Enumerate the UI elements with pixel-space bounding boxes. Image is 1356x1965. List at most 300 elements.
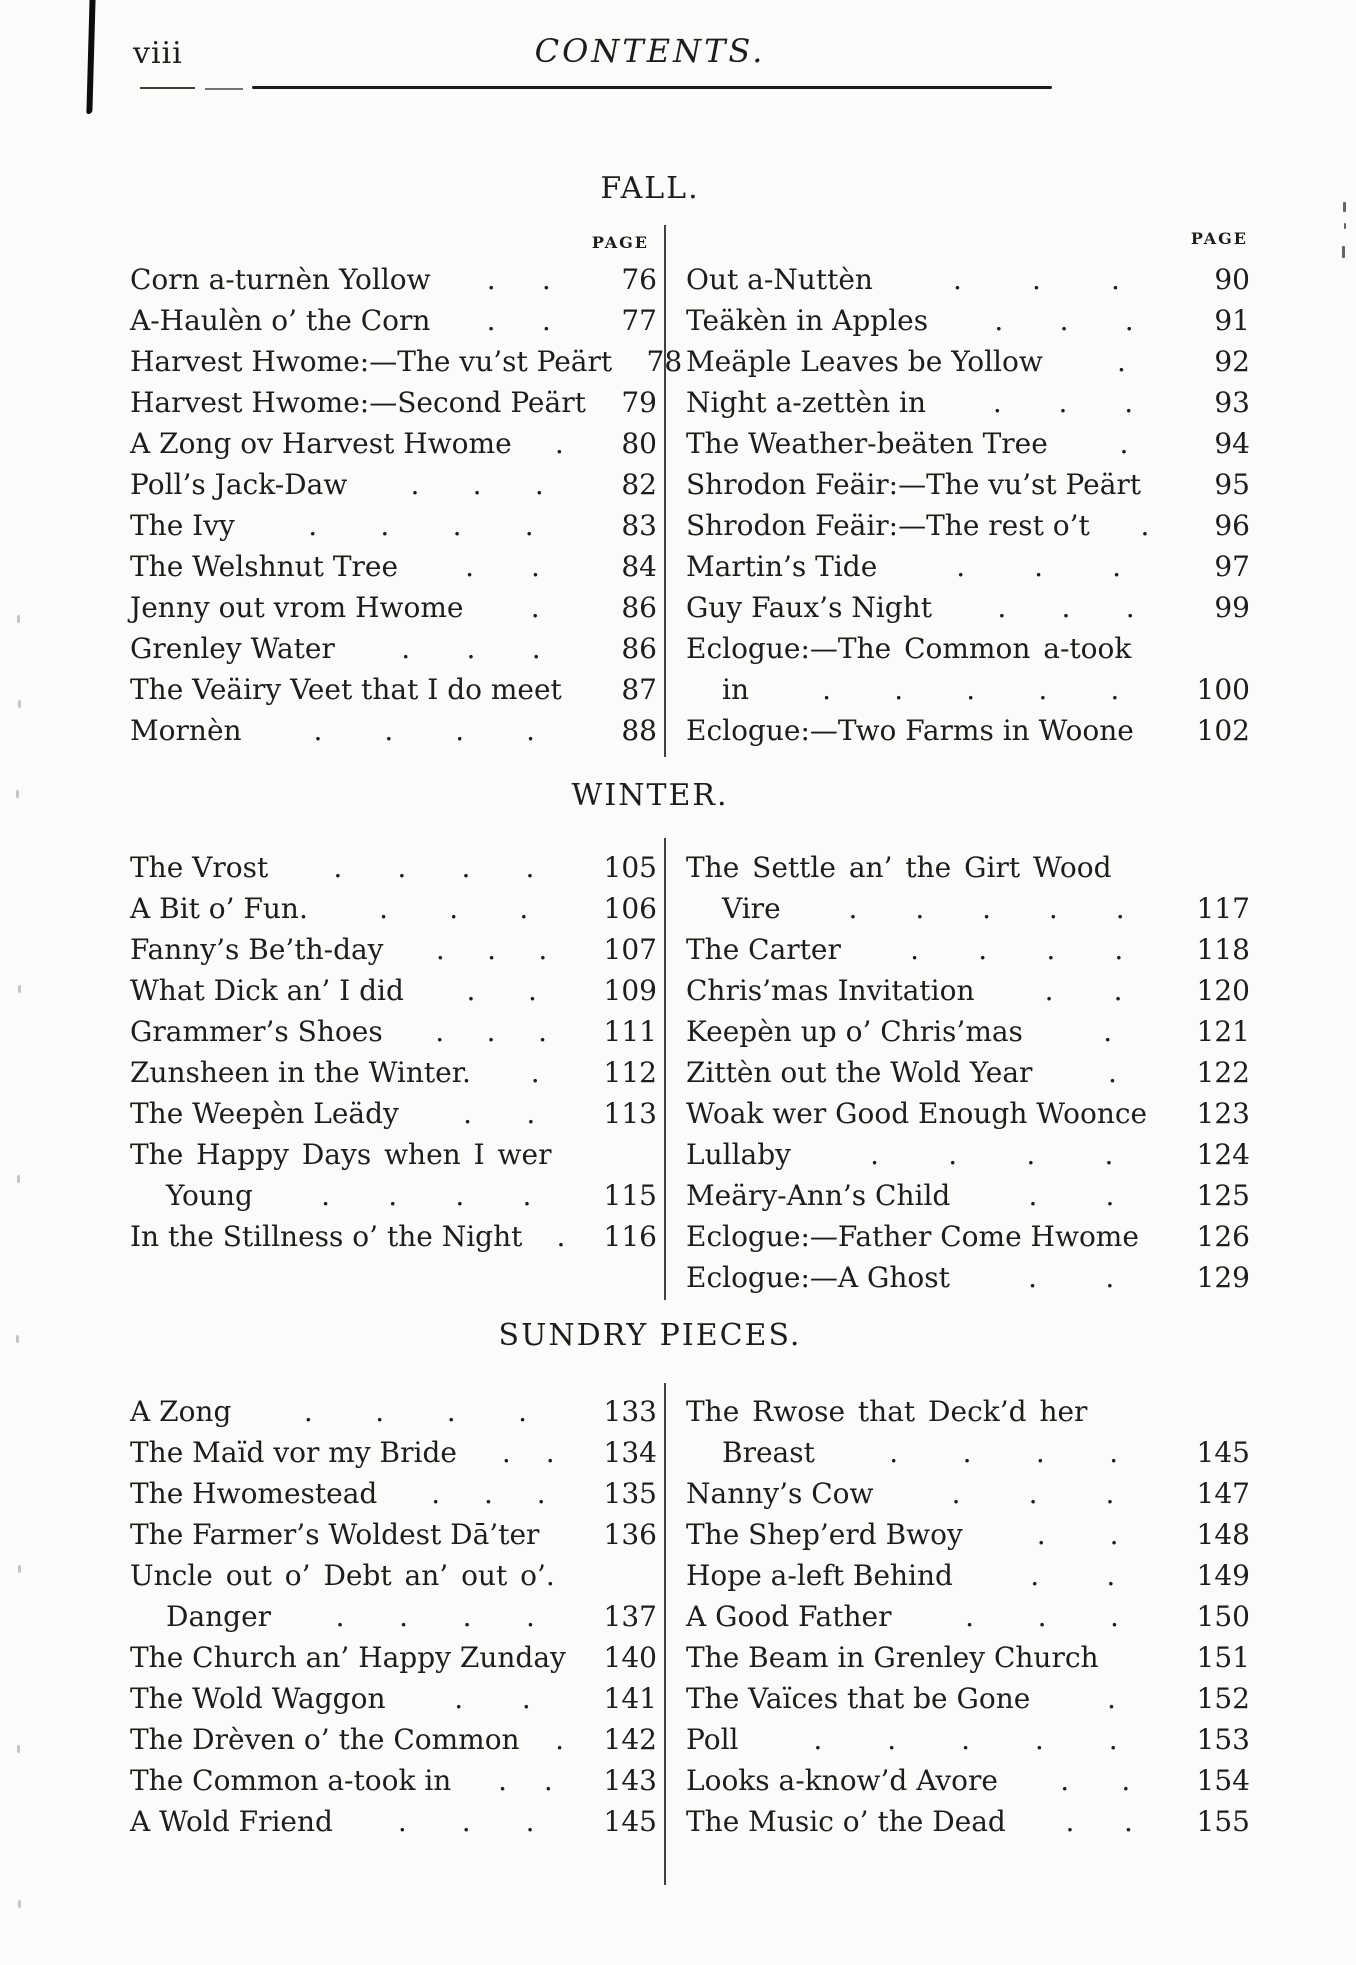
leader-dot: . xyxy=(463,1097,473,1130)
entry-title: In the Stillness o’ the Night xyxy=(130,1220,523,1253)
entry-page-number: 125 xyxy=(1196,1179,1250,1212)
dot-leader xyxy=(408,546,597,587)
leader-dot: . xyxy=(1048,892,1058,925)
dot-leader xyxy=(791,888,1183,929)
toc-entry xyxy=(686,1011,1250,1052)
entry-page-number: 129 xyxy=(1196,1261,1250,1294)
leader-dot: . xyxy=(1110,1600,1119,1633)
leader-dot: . xyxy=(483,1477,493,1510)
leader-dot: . xyxy=(526,714,535,747)
header-rule xyxy=(205,88,243,90)
entry-title: Harvest Hwome:—Second Peärt xyxy=(130,386,586,419)
entry-title: Lullaby xyxy=(686,1138,791,1171)
toc-entry xyxy=(686,929,1250,970)
entry-page-number: 106 xyxy=(603,892,657,925)
entry-page-number: 86 xyxy=(621,591,657,624)
entry-page-number: 100 xyxy=(1196,673,1250,706)
dot-leader xyxy=(1033,1011,1183,1052)
entry-page-number: 76 xyxy=(621,263,657,296)
entry-title-continued: Danger xyxy=(166,1600,272,1633)
dot-leader xyxy=(887,546,1190,587)
leader-dot: . xyxy=(1108,1723,1118,1756)
binding-mark xyxy=(86,0,95,114)
toc-entry xyxy=(130,341,683,382)
entry-page-number: 77 xyxy=(621,304,657,337)
dot-leader xyxy=(960,1175,1182,1216)
entry-page-number: 94 xyxy=(1214,427,1250,460)
entry-page-number: 145 xyxy=(603,1805,657,1838)
section-heading-sundry-pieces: SUNDRY PIECES. xyxy=(498,1318,802,1353)
toc-entry xyxy=(130,1011,657,1052)
entry-page-number: 82 xyxy=(621,468,657,501)
dot-leader xyxy=(748,1719,1182,1760)
leader-dot: . xyxy=(978,933,988,966)
entry-title-continued: in xyxy=(722,673,749,706)
dot-leader xyxy=(960,1257,1183,1298)
dot-leader xyxy=(942,587,1190,628)
dot-leader xyxy=(345,628,597,669)
leader-dot: . xyxy=(431,1477,441,1510)
entry-title: Grenley Water xyxy=(130,632,335,665)
leader-dot: . xyxy=(1114,933,1124,966)
entry-page-number: 149 xyxy=(1196,1559,1250,1592)
toc-entry xyxy=(686,1801,1250,1842)
leader-dot: . xyxy=(1105,1261,1115,1294)
entry-title: Looks a-know’d Avore xyxy=(686,1764,998,1797)
entry-page-number: 123 xyxy=(1196,1097,1250,1130)
leader-dot: . xyxy=(452,509,462,542)
toc-entry xyxy=(130,1175,657,1216)
leader-dot: . xyxy=(545,1436,555,1469)
leader-dot: . xyxy=(1121,1764,1131,1797)
leader-dot: . xyxy=(1059,304,1069,337)
header-rule xyxy=(252,86,1052,89)
entry-title: Uncle out o’ Debt an’ out o’. xyxy=(130,1559,555,1592)
leader-dot: . xyxy=(1028,1261,1038,1294)
leader-dot: . xyxy=(465,550,474,583)
toc-entry xyxy=(130,587,657,628)
entry-page-number: 145 xyxy=(1196,1436,1250,1469)
dot-leader xyxy=(474,587,598,628)
leader-dot: . xyxy=(531,632,541,665)
entry-page-number: 137 xyxy=(603,1600,657,1633)
dot-leader xyxy=(343,1801,590,1842)
toc-entry xyxy=(130,1555,657,1596)
toc-column-right xyxy=(686,229,1250,751)
toc-entry xyxy=(130,710,657,751)
entry-page-number: 134 xyxy=(603,1436,657,1469)
entry-title: Eclogue:—A Ghost xyxy=(686,1261,950,1294)
dot-leader xyxy=(825,1432,1183,1473)
entry-page-number: 150 xyxy=(1196,1600,1250,1633)
leader-dot: . xyxy=(530,591,540,624)
leader-dot: . xyxy=(538,933,548,966)
leader-dot: . xyxy=(543,1764,553,1797)
leader-dot: . xyxy=(455,1179,465,1212)
toc-entry xyxy=(130,1760,657,1801)
entry-page-number: 93 xyxy=(1214,386,1250,419)
dot-leader xyxy=(801,1134,1183,1175)
leader-dot: . xyxy=(1032,263,1041,296)
dot-leader xyxy=(759,669,1183,710)
toc-entry xyxy=(686,259,1250,300)
leader-dot: . xyxy=(1116,345,1126,378)
leader-dot: . xyxy=(1038,673,1048,706)
entry-title: The Weepèn Leädy xyxy=(130,1097,399,1130)
leader-dot: . xyxy=(1046,933,1056,966)
toc-entry xyxy=(130,1052,657,1093)
leader-dot: . xyxy=(308,509,318,542)
leader-dot: . xyxy=(951,1477,961,1510)
leader-dot: . xyxy=(461,851,471,884)
entry-title: The Settle an’ the Girt Wood xyxy=(686,851,1112,884)
page-title: CONTENTS. xyxy=(534,32,766,70)
entry-title: The Shep’erd Bwoy xyxy=(686,1518,963,1551)
entry-title: The Drèven o’ the Common xyxy=(130,1723,520,1756)
leader-dot: . xyxy=(333,851,343,884)
entry-page-number: 121 xyxy=(1196,1015,1250,1048)
toc-entry xyxy=(686,505,1250,546)
leader-dot: . xyxy=(486,304,496,337)
dot-leader xyxy=(467,1432,590,1473)
toc-entry xyxy=(130,628,657,669)
toc-entry xyxy=(686,546,1250,587)
leader-dot: . xyxy=(466,632,476,665)
entry-title: Zittèn out the Wold Year xyxy=(686,1056,1033,1089)
entry-page-number: 113 xyxy=(603,1097,657,1130)
leader-dot: . xyxy=(1028,1179,1038,1212)
entry-page-number: 78 xyxy=(646,345,683,378)
entry-title: Harvest Hwome:—The vu’st Peärt xyxy=(130,345,613,378)
leader-dot: . xyxy=(1113,974,1123,1007)
entry-page-number: 126 xyxy=(1196,1220,1250,1253)
entry-title: A-Haulèn o’ the Corn xyxy=(130,304,431,337)
entry-title: The Beam in Grenley Church xyxy=(686,1641,1099,1674)
leader-dot: . xyxy=(446,1395,456,1428)
entry-title: Fanny’s Be’th-day xyxy=(130,933,384,966)
toc-entry xyxy=(686,669,1250,710)
toc-entry xyxy=(686,1093,1250,1134)
entry-title: Keepèn up o’ Chris’mas xyxy=(686,1015,1023,1048)
leader-dot: . xyxy=(519,892,529,925)
dot-leader xyxy=(461,1760,589,1801)
toc-entry xyxy=(686,1216,1250,1257)
entry-page-number: 133 xyxy=(603,1395,657,1428)
scan-speck xyxy=(18,1900,21,1908)
entry-title: A Bit o’ Fun. xyxy=(130,892,308,925)
entry-page-number: 79 xyxy=(621,386,657,419)
leader-dot: . xyxy=(530,1056,540,1089)
scan-speck xyxy=(16,1335,19,1343)
header-rule xyxy=(140,87,195,89)
toc-entry xyxy=(686,1432,1250,1473)
scan-speck xyxy=(1342,246,1345,258)
leader-dot: . xyxy=(1106,1559,1116,1592)
leader-dot: . xyxy=(1125,591,1135,624)
dot-leader xyxy=(938,300,1190,341)
entry-page-number: 84 xyxy=(621,550,657,583)
toc-entry xyxy=(130,300,657,341)
leader-dot: . xyxy=(379,892,388,925)
entry-page-number: 124 xyxy=(1196,1138,1250,1171)
toc-column-right xyxy=(686,847,1250,1298)
leader-dot: . xyxy=(380,509,390,542)
dot-leader xyxy=(441,259,597,300)
dot-leader xyxy=(278,847,589,888)
toc-entry xyxy=(130,888,657,929)
scan-speck xyxy=(16,790,19,798)
entry-title: Zunsheen in the Winter. xyxy=(130,1056,471,1089)
toc-entry xyxy=(686,1514,1250,1555)
dot-leader xyxy=(522,423,597,464)
entry-title: Martin’s Tide xyxy=(686,550,878,583)
leader-dot: . xyxy=(1026,1138,1036,1171)
leader-dot: . xyxy=(313,714,323,747)
dot-leader xyxy=(883,259,1190,300)
leader-dot: . xyxy=(962,1436,972,1469)
leader-dot: . xyxy=(486,263,496,296)
toc-entry xyxy=(686,888,1250,929)
dot-leader xyxy=(393,1011,590,1052)
leader-dot: . xyxy=(1061,591,1071,624)
toc-entry xyxy=(130,1216,657,1257)
entry-title: Woak wer Good Enough Woonce xyxy=(686,1097,1148,1130)
leader-dot: . xyxy=(1109,1436,1119,1469)
entry-title: Teäkèn in Apples xyxy=(686,304,929,337)
leader-dot: . xyxy=(953,263,962,296)
toc-entry xyxy=(686,1134,1250,1175)
toc-entry xyxy=(130,1134,657,1175)
entry-page-number: 86 xyxy=(621,632,657,665)
dot-leader xyxy=(851,929,1183,970)
leader-dot: . xyxy=(1058,386,1068,419)
toc-column-left xyxy=(130,1391,657,1842)
toc-entry xyxy=(686,1391,1250,1432)
toc-entry xyxy=(130,1801,657,1842)
entry-title: A Wold Friend xyxy=(130,1805,333,1838)
entry-title: Chris’mas Invitation xyxy=(686,974,975,1007)
scan-speck xyxy=(18,700,21,708)
entry-title: Eclogue:—Father Come Hwome xyxy=(686,1220,1139,1253)
toc-entry xyxy=(130,1432,657,1473)
column-divider xyxy=(664,838,666,1300)
dot-leader xyxy=(245,505,597,546)
dot-leader xyxy=(481,1052,590,1093)
dot-leader xyxy=(530,1719,590,1760)
dot-leader xyxy=(281,1596,589,1637)
entry-page-number: 140 xyxy=(603,1641,657,1674)
entry-title: Nanny’s Cow xyxy=(686,1477,874,1510)
leader-dot: . xyxy=(410,468,420,501)
leader-dot: . xyxy=(435,1015,445,1048)
toc-entry xyxy=(686,382,1250,423)
leader-dot: . xyxy=(822,673,832,706)
dot-leader xyxy=(963,1555,1183,1596)
leader-dot: . xyxy=(454,1682,464,1715)
dot-leader xyxy=(357,464,597,505)
toc-entry xyxy=(130,669,657,710)
leader-dot: . xyxy=(813,1723,823,1756)
entry-page-number: 88 xyxy=(621,714,657,747)
entry-page-number: 80 xyxy=(621,427,657,460)
entry-page-number: 102 xyxy=(1196,714,1250,747)
section-heading-winter: WINTER. xyxy=(571,778,729,813)
leader-dot: . xyxy=(321,1179,331,1212)
entry-title: The Carter xyxy=(686,933,841,966)
entry-title: The Wold Waggon xyxy=(130,1682,386,1715)
entry-page-number: 152 xyxy=(1196,1682,1250,1715)
entry-title: Eclogue:—The Common a-took xyxy=(686,632,1132,665)
toc-entry xyxy=(686,1596,1250,1637)
toc-column-left xyxy=(130,233,683,751)
leader-dot: . xyxy=(1110,673,1120,706)
column-divider xyxy=(664,1383,666,1885)
page-column-label: PAGE xyxy=(591,233,649,252)
entry-page-number: 105 xyxy=(603,851,657,884)
entry-page-number: 155 xyxy=(1196,1805,1250,1838)
scan-speck xyxy=(17,615,20,623)
entry-page-number: 147 xyxy=(1196,1477,1250,1510)
leader-dot: . xyxy=(526,1600,535,1633)
toc-entry xyxy=(686,1555,1250,1596)
leader-dot: . xyxy=(472,468,482,501)
column-divider xyxy=(664,225,666,757)
leader-dot: . xyxy=(1035,1436,1045,1469)
entry-title: Poll xyxy=(686,1723,739,1756)
leader-dot: . xyxy=(556,1220,566,1253)
leader-dot: . xyxy=(1124,386,1134,419)
dot-leader xyxy=(1016,1801,1183,1842)
entry-page-number: 83 xyxy=(621,509,657,542)
toc-entry xyxy=(686,1637,1250,1678)
entry-title-continued: Breast xyxy=(722,1436,815,1469)
leader-dot: . xyxy=(1034,1723,1044,1756)
leader-dot: . xyxy=(1065,1805,1075,1838)
entry-page-number: 109 xyxy=(603,974,657,1007)
entry-title: What Dick an’ I did xyxy=(130,974,404,1007)
toc-entry xyxy=(130,1514,657,1555)
leader-dot: . xyxy=(498,1764,508,1797)
entry-title: Shrodon Feäir:—The rest o’t xyxy=(686,509,1090,542)
entry-title: Corn a-turnèn Yollow xyxy=(130,263,431,296)
entry-title: The Maïd vor my Bride xyxy=(130,1436,457,1469)
leader-dot: . xyxy=(525,1805,535,1838)
leader-dot: . xyxy=(534,468,544,501)
dot-leader xyxy=(532,1216,589,1257)
entry-page-number: 116 xyxy=(603,1220,657,1253)
toc-entry xyxy=(130,505,657,546)
leader-dot: . xyxy=(1060,1764,1070,1797)
scan-speck xyxy=(1343,202,1346,212)
toc-entry xyxy=(686,970,1250,1011)
toc-entry xyxy=(130,1093,657,1134)
entry-title: A Zong ov Harvest Hwome xyxy=(130,427,512,460)
entry-title: The Happy Days when I wer xyxy=(130,1138,552,1171)
leader-dot: . xyxy=(894,673,904,706)
entry-title: A Zong xyxy=(130,1395,232,1428)
leader-dot: . xyxy=(848,892,858,925)
dot-leader xyxy=(902,1596,1183,1637)
leader-dot: . xyxy=(956,550,966,583)
entry-page-number: 112 xyxy=(603,1056,657,1089)
entry-title: The Vaïces that be Gone xyxy=(686,1682,1031,1715)
leader-dot: . xyxy=(462,1600,472,1633)
entry-page-number: 122 xyxy=(1196,1056,1250,1089)
entry-title: Mornèn xyxy=(130,714,242,747)
entry-title: Poll’s Jack-Daw xyxy=(130,468,348,501)
leader-dot: . xyxy=(870,1138,880,1171)
toc-entry xyxy=(686,847,1250,888)
entry-title: Jenny out vrom Hwome xyxy=(130,591,464,624)
entry-page-number: 118 xyxy=(1196,933,1250,966)
entry-page-number: 115 xyxy=(603,1179,657,1212)
entry-page-number: 141 xyxy=(603,1682,657,1715)
leader-dot: . xyxy=(997,591,1007,624)
scan-speck xyxy=(18,1565,21,1573)
leader-dot: . xyxy=(521,1682,531,1715)
entry-page-number: 107 xyxy=(603,933,657,966)
entry-title: The Welshnut Tree xyxy=(130,550,399,583)
entry-page-number: 154 xyxy=(1196,1764,1250,1797)
entry-title: Meäple Leaves be Yollow xyxy=(686,345,1043,378)
leader-dot: . xyxy=(1109,1518,1119,1551)
toc-entry xyxy=(686,300,1250,341)
entry-page-number: 96 xyxy=(1214,509,1250,542)
dot-leader xyxy=(1008,1760,1183,1801)
entry-title: The Common a-took in xyxy=(130,1764,452,1797)
entry-title: Night a-zettèn in xyxy=(686,386,927,419)
entry-page-number: 111 xyxy=(603,1015,657,1048)
dot-leader xyxy=(318,888,590,929)
leader-dot: . xyxy=(538,1015,547,1048)
leader-dot: . xyxy=(1107,1682,1116,1715)
leader-dot: . xyxy=(887,1723,897,1756)
entry-page-number: 117 xyxy=(1196,892,1250,925)
entry-title: The Vrost xyxy=(130,851,269,884)
leader-dot: . xyxy=(1110,263,1120,296)
leader-dot: . xyxy=(455,714,465,747)
scan-speck xyxy=(18,985,21,993)
leader-dot: . xyxy=(401,632,411,665)
entry-page-number: 90 xyxy=(1214,263,1250,296)
entry-page-number: 95 xyxy=(1214,468,1250,501)
leader-dot: . xyxy=(526,1097,536,1130)
leader-dot: . xyxy=(910,933,919,966)
entry-page-number: 87 xyxy=(621,673,657,706)
dot-leader xyxy=(1042,1052,1182,1093)
toc-entry xyxy=(686,1175,1250,1216)
entry-page-number: 120 xyxy=(1196,974,1250,1007)
toc-entry xyxy=(130,1473,657,1514)
entry-title: The Rwose that Deck’d her xyxy=(686,1395,1088,1428)
section-heading-fall: FALL. xyxy=(600,171,700,206)
entry-title: The Farmer’s Woldest Dā’ter xyxy=(130,1518,540,1551)
leader-dot: . xyxy=(384,714,394,747)
entry-title: Meäry-Ann’s Child xyxy=(686,1179,951,1212)
leader-dot: . xyxy=(541,263,551,296)
dot-leader xyxy=(440,300,597,341)
toc-entry xyxy=(686,587,1250,628)
dot-leader xyxy=(884,1473,1183,1514)
leader-dot: . xyxy=(1140,509,1150,542)
leader-dot: . xyxy=(992,386,1002,419)
dot-leader xyxy=(973,1514,1183,1555)
entry-page-number: 97 xyxy=(1214,550,1250,583)
entry-page-number: 92 xyxy=(1214,345,1250,378)
dot-leader xyxy=(395,1678,589,1719)
leader-dot: . xyxy=(541,304,551,337)
toc-column-left xyxy=(130,847,657,1257)
